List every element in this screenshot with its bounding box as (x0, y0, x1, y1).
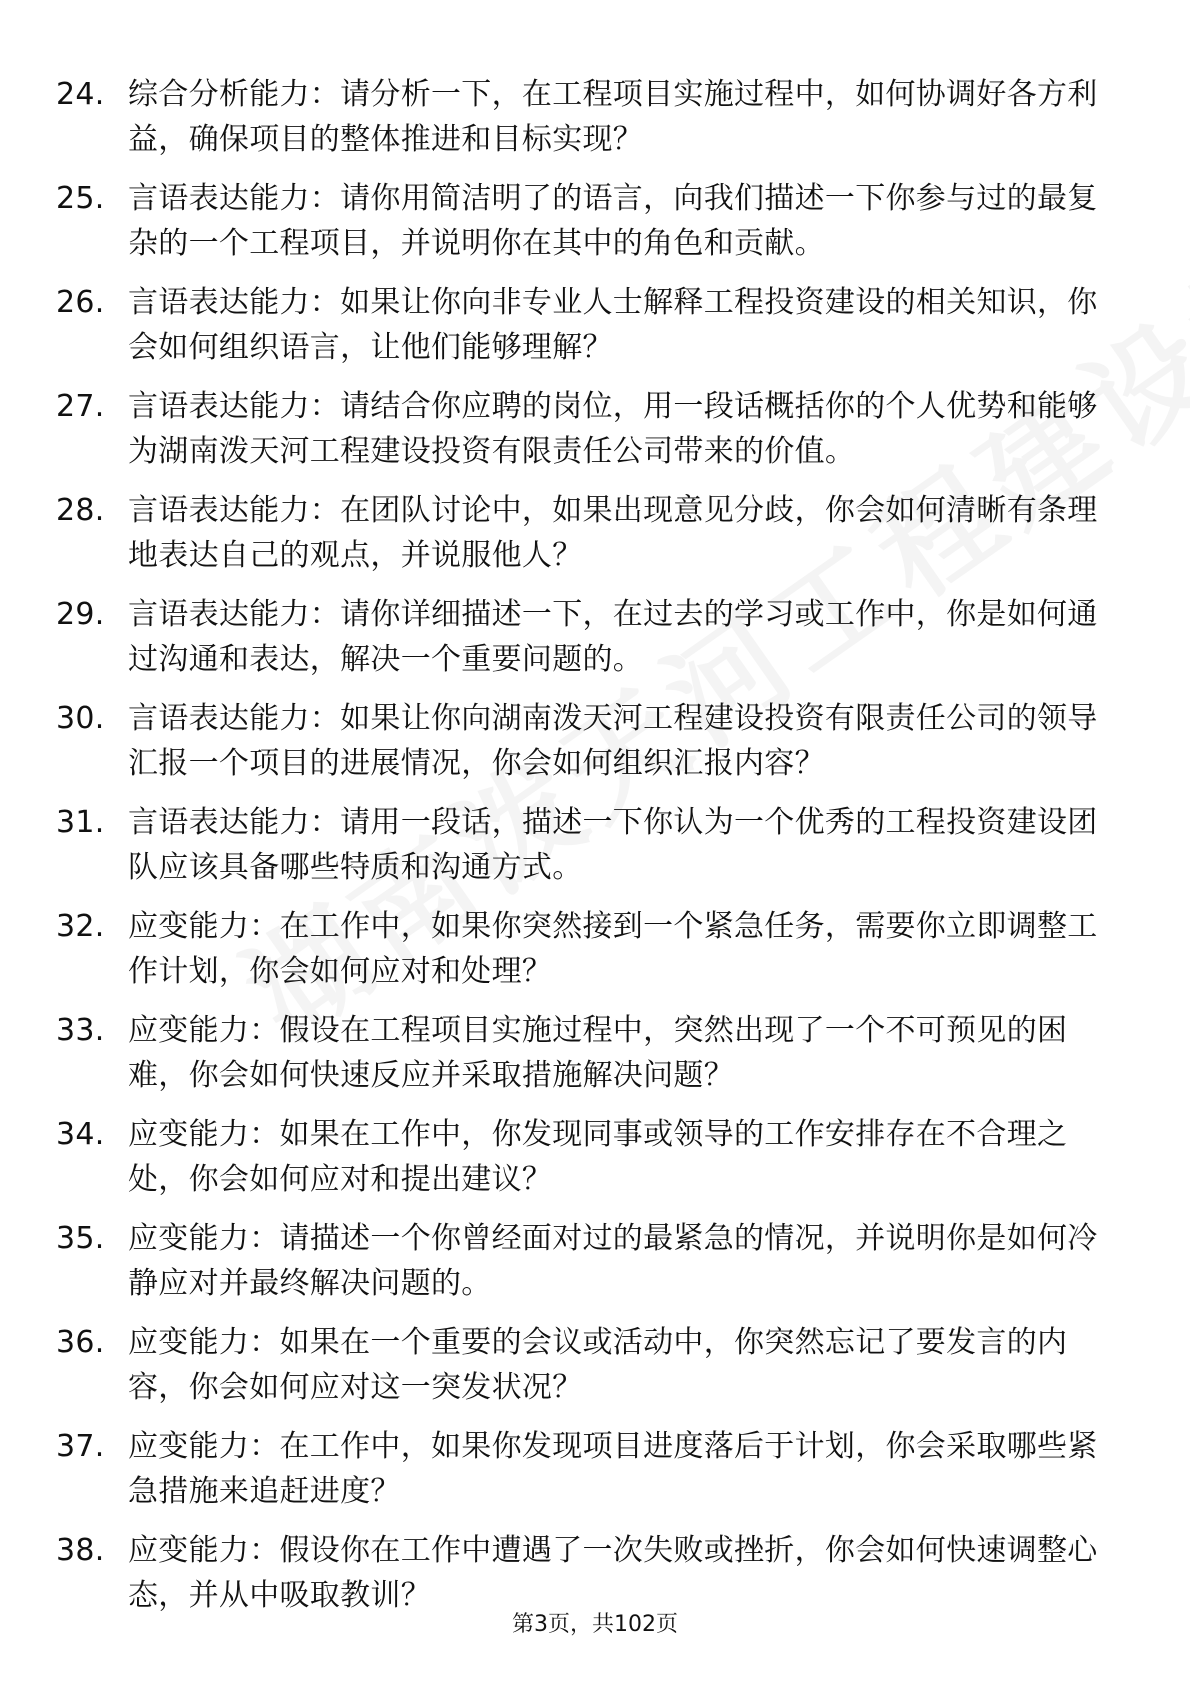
question-item-28 (56, 488, 1126, 592)
question-number: 37. (56, 1429, 105, 1464)
question-text: 言语表达能力：如果让你向湖南泼天河工程建设投资有限责任公司的领导汇报一个项目的进展情况，你会如何组织汇报内容？ (128, 701, 1098, 781)
question-text: 应变能力：假设在工程项目实施过程中，突然出现了一个不可预见的困难，你会如何快速反应并采取措施解决问题？ (128, 1013, 1068, 1093)
question-number: 28. (56, 493, 105, 528)
question-item-24 (56, 72, 1126, 176)
question-number: 33. (56, 1013, 105, 1048)
question-text: 言语表达能力：请你详细描述一下，在过去的学习或工作中，你是如何通过沟通和表达，解决一个重要问题的。 (128, 597, 1098, 677)
question-item-32 (56, 904, 1126, 1008)
question-text: 应变能力：如果在工作中，你发现同事或领导的工作安排存在不合理之处，你会如何应对和提出建议？ (128, 1117, 1068, 1197)
question-number: 25. (56, 181, 105, 216)
question-text: 言语表达能力：如果让你向非专业人士解释工程投资建设的相关知识，你会如何组织语言，让他们能够理解？ (128, 285, 1098, 365)
question-number: 31. (56, 805, 105, 840)
question-number: 34. (56, 1117, 105, 1152)
question-item-36 (56, 1320, 1126, 1424)
question-text: 言语表达能力：在团队讨论中，如果出现意见分歧，你会如何清晰有条理地表达自己的观点，并说服他人？ (128, 493, 1098, 573)
question-list (56, 72, 1126, 1632)
question-text: 言语表达能力：请结合你应聘的岗位，用一段话概括你的个人优势和能够为湖南泼天河工程建设投资有限责任公司带来的价值。 (128, 389, 1098, 469)
question-number: 35. (56, 1221, 105, 1256)
question-number: 32. (56, 909, 105, 944)
question-text: 应变能力：请描述一个你曾经面对过的最紧急的情况，并说明你是如何冷静应对并最终解决问题的。 (128, 1221, 1098, 1301)
question-text: 言语表达能力：请你用简洁明了的语言，向我们描述一下你参与过的最复杂的一个工程项目，并说明你在其中的角色和贡献。 (128, 181, 1098, 261)
page-footer (0, 1607, 1190, 1638)
question-text: 综合分析能力：请分析一下，在工程项目实施过程中，如何协调好各方利益，确保项目的整体推进和目标实现？ (128, 77, 1098, 157)
question-number: 27. (56, 389, 105, 424)
question-item-37 (56, 1424, 1126, 1528)
question-text: 应变能力：如果在一个重要的会议或活动中，你突然忘记了要发言的内容，你会如何应对这一突发状况？ (128, 1325, 1068, 1405)
question-number: 36. (56, 1325, 105, 1360)
question-text: 应变能力：在工作中，如果你突然接到一个紧急任务，需要你立即调整工作计划，你会如何应对和处理？ (128, 909, 1098, 989)
question-item-34 (56, 1112, 1126, 1216)
question-number: 29. (56, 597, 105, 632)
question-item-29 (56, 592, 1126, 696)
question-text: 应变能力：在工作中，如果你发现项目进度落后于计划，你会采取哪些紧急措施来追赶进度？ (128, 1429, 1098, 1509)
question-item-25 (56, 176, 1126, 280)
question-item-33 (56, 1008, 1126, 1112)
question-number: 30. (56, 701, 105, 736)
question-number: 24. (56, 77, 105, 112)
question-item-31 (56, 800, 1126, 904)
question-item-35 (56, 1216, 1126, 1320)
question-item-26 (56, 280, 1126, 384)
question-item-27 (56, 384, 1126, 488)
question-number: 38. (56, 1533, 105, 1568)
question-item-30 (56, 696, 1126, 800)
question-text: 应变能力：假设你在工作中遭遇了一次失败或挫折，你会如何快速调整心态，并从中吸取教训？ (128, 1533, 1098, 1613)
page-number-label: 第3页，共102页 (512, 1612, 678, 1637)
question-text: 言语表达能力：请用一段话，描述一下你认为一个优秀的工程投资建设团队应该具备哪些特质和沟通方式。 (128, 805, 1098, 885)
question-number: 26. (56, 285, 105, 320)
